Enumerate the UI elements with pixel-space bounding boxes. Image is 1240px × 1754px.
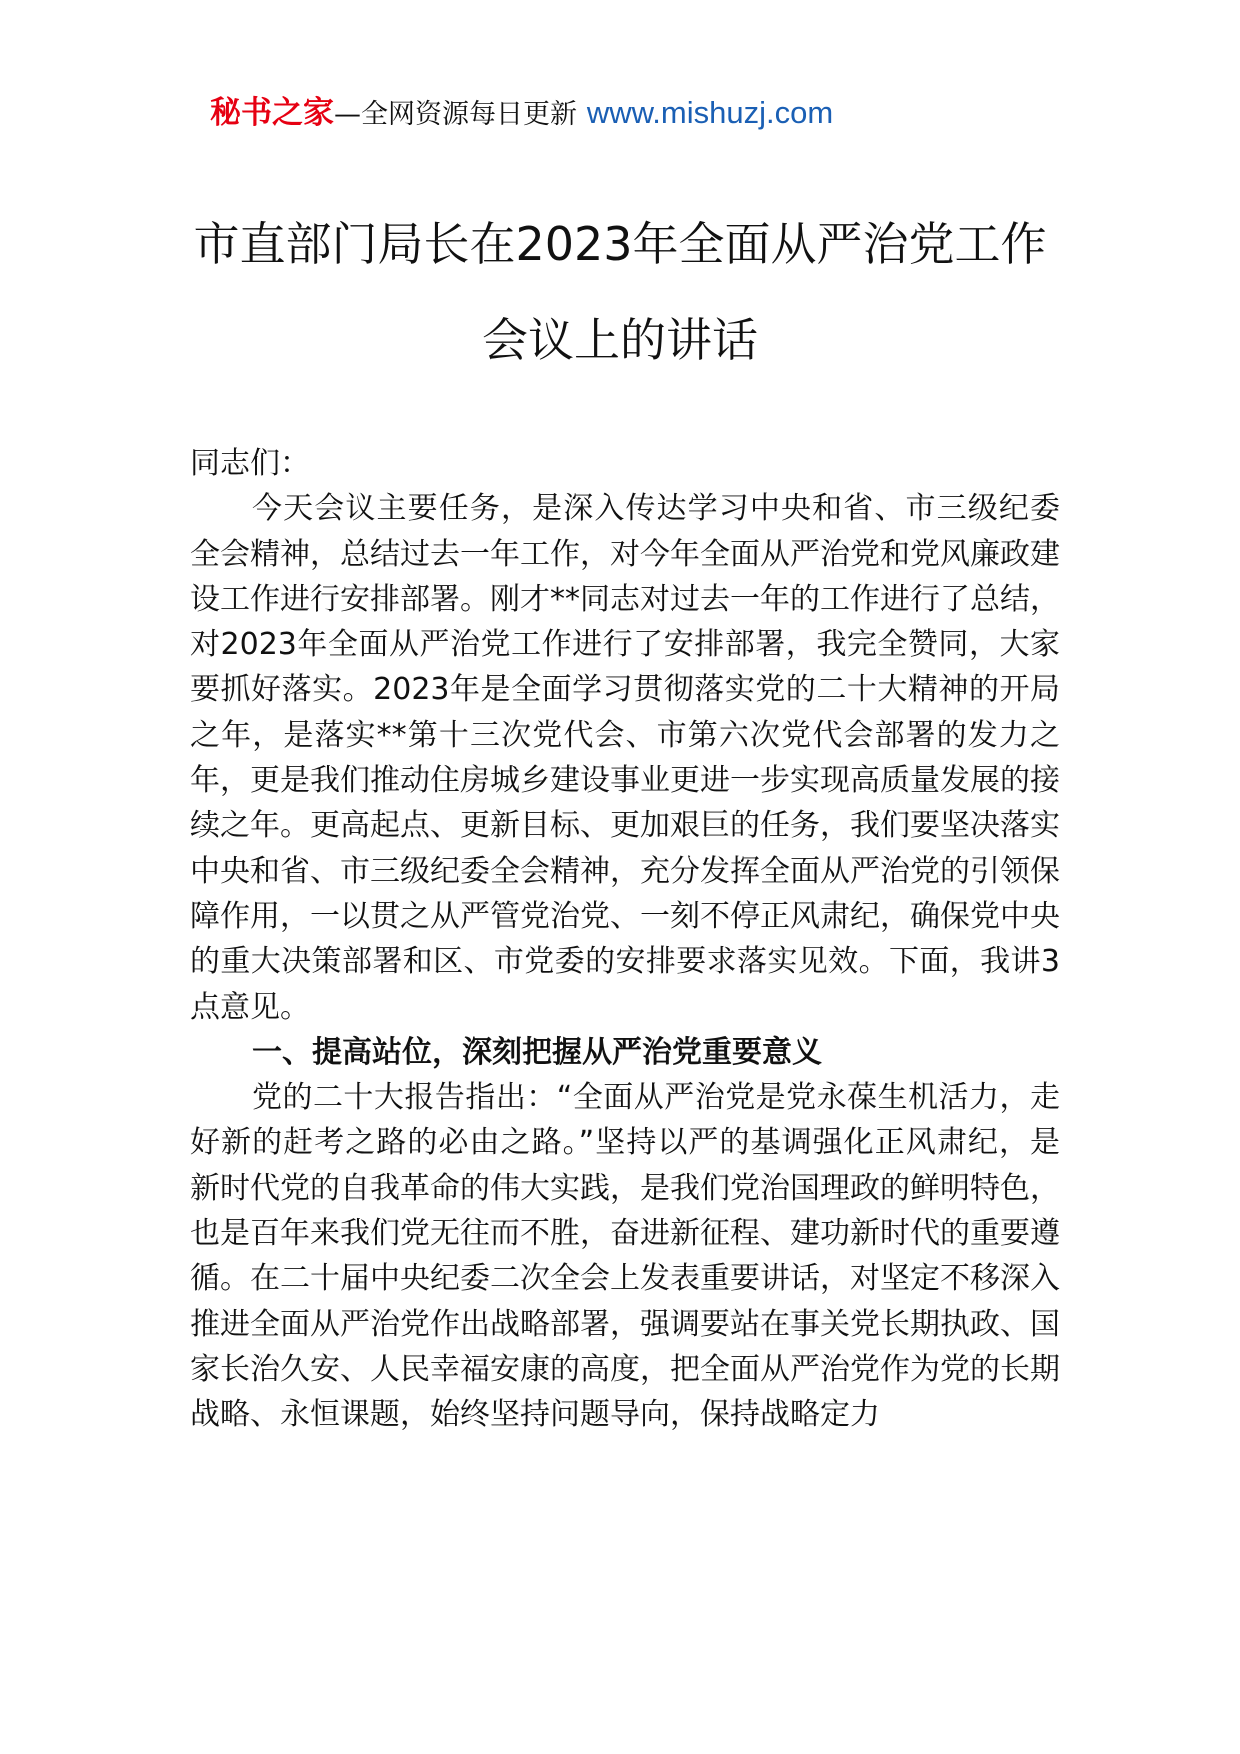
paragraph-1: 今天会议主要任务，是深入传达学习中央和省、市三级纪委全会精神，总结过去一年工作，对今年全面从严治党和党风廉政建设工作进行安排部署。刚才**同志对过去一年的工作进行了总结，对2023年全面从严治党工作进行了安排部署，我完全赞同，大家要抓好落实。2023年是全面学习贯彻落实党的二十大精神的开局之年，是落实**第十三次党代会、市第六次党代会部署的发力之年，更是我们推动住房城乡建设事业更进一步实现高质量发展的接续之年。更高起点、更新目标、更加艰巨的任务，我们要坚决落实中央和省、市三级纪委全会精神，充分发挥全面从严治党的引领保障作用，一以贯之从严管党治党、一刻不停正风肃纪，确保党中央的重大决策部署和区、市党委的安排要求落实见效。下面，我讲3点意见。 — [190, 491, 1060, 1025]
document-title — [150, 196, 1090, 388]
section-heading-1: 一、提高站位，深刻把握从严治党重要意义 — [252, 1034, 822, 1070]
header-tagline: —全网资源每日更新 — [334, 99, 577, 130]
site-link[interactable]: www.mishuzj.com — [586, 95, 834, 130]
brand-name: 秘书之家 — [210, 95, 334, 131]
document-body — [190, 441, 1060, 1438]
title-line-2: 会议上的讲话 — [482, 313, 758, 367]
title-line-1: 市直部门局长在2023年全面从严治党工作 — [193, 217, 1047, 271]
paragraph-2: 党的二十大报告指出：“全面从严治党是党永葆生机活力，走好新的赶考之路的必由之路。”坚持以严的基调强化正风肃纪，是新时代党的自我革命的伟大实践，是我们党治国理政的鲜明特色，也是百年来我们党无往而不胜，奋进新征程、建功新时代的重要遵循。在二十届中央纪委二次全会上发表重要讲话，对坚定不移深入推进全面从严治党作出战略部署，强调要站在事关党长期执政、国家长治久安、人民幸福安康的高度，把全面从严治党作为党的长期战略、永恒课题，始终坚持问题导向，保持战略定力 — [190, 1080, 1060, 1433]
site-header — [210, 94, 833, 132]
salutation: 同志们： — [190, 446, 310, 481]
